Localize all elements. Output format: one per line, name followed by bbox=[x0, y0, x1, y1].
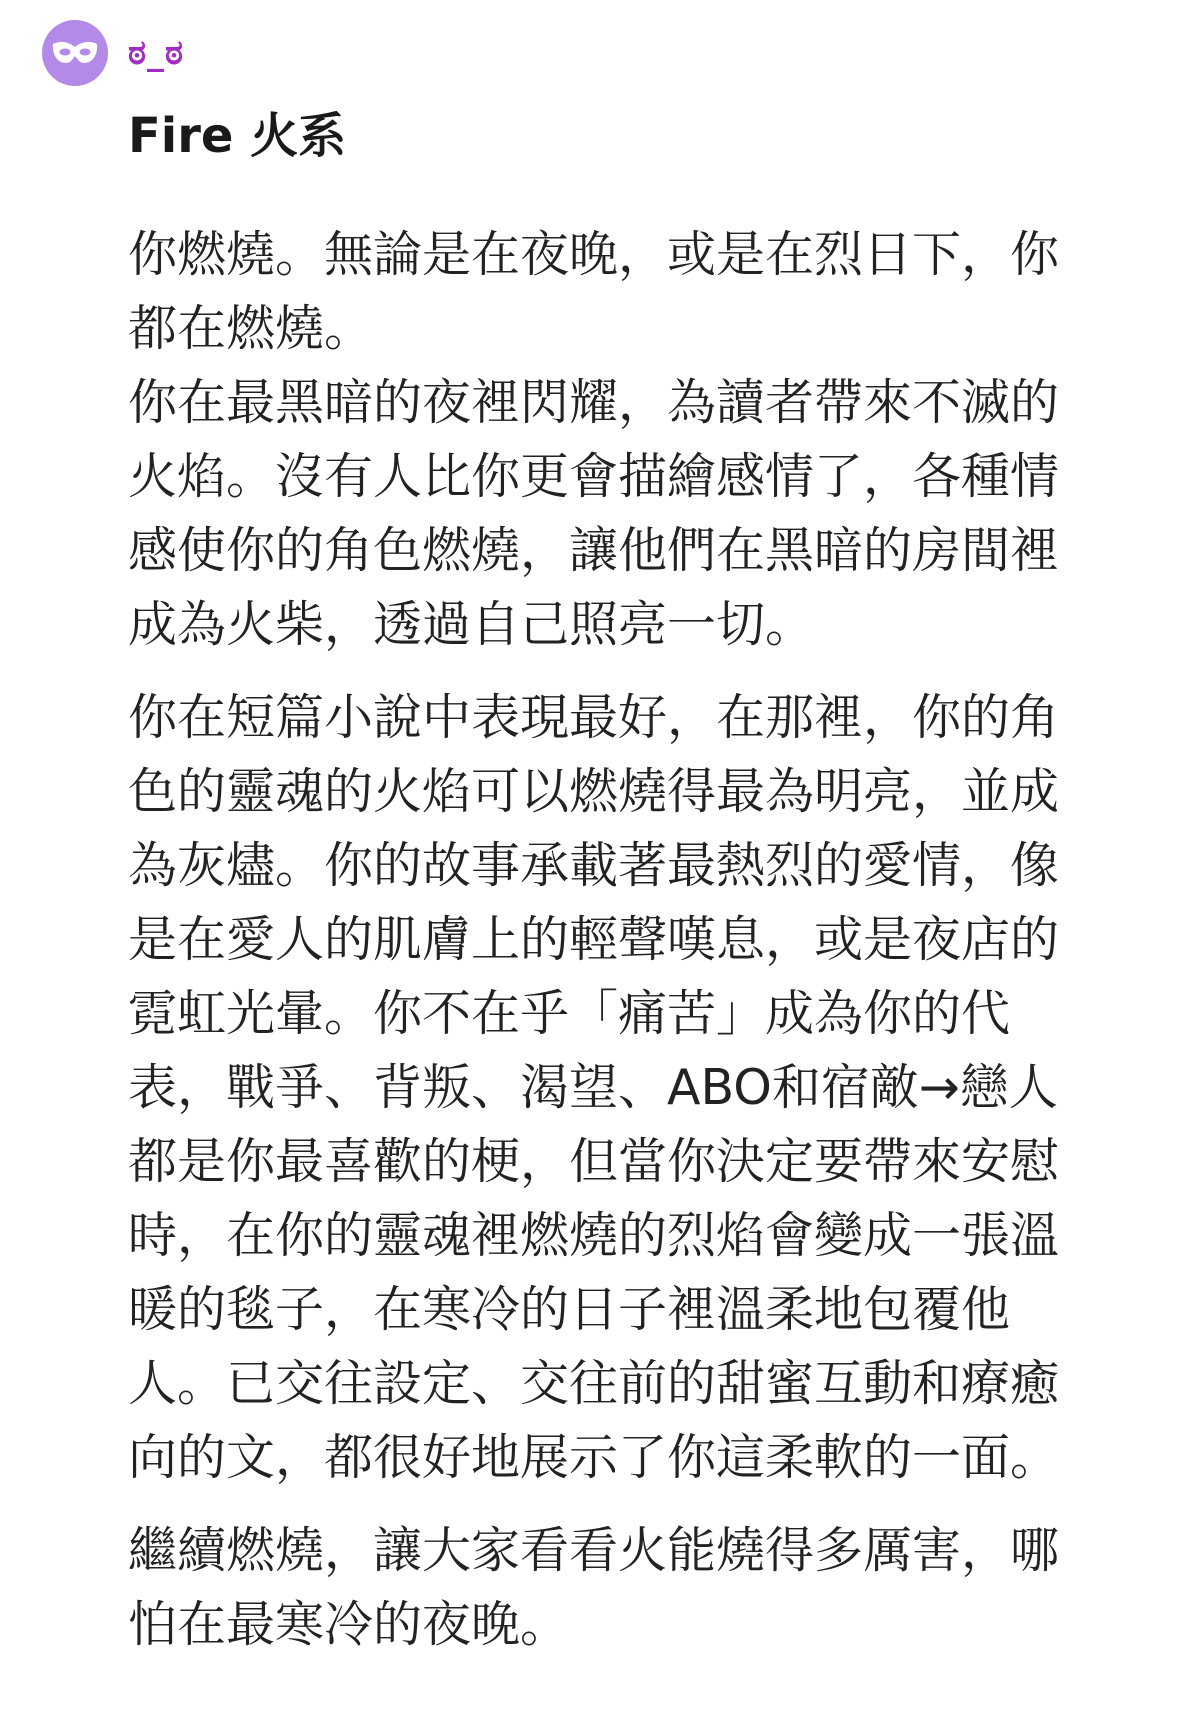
paragraph-1: 你燃燒。無論是在夜晚，或是在烈日下，你 都在燃燒。 你在最黑暗的夜裡閃耀，為讀者帶來不滅的 火焰。沒有人比你更會描繪感情了，各種情 感使你的角色燃燒，讓他們在黑暗的房間裡 成為火柴，透過自己照亮一切。 bbox=[128, 226, 1060, 653]
username[interactable]: ಠ_ಠ bbox=[128, 33, 184, 73]
avatar[interactable] bbox=[42, 20, 108, 86]
post-body bbox=[128, 218, 1118, 1681]
post-title: Fire 火系 bbox=[128, 108, 347, 164]
author-row bbox=[42, 20, 184, 86]
mask-icon bbox=[51, 40, 99, 66]
paragraph-3: 繼續燃燒，讓大家看看火能燒得多厲害，哪 怕在最寒冷的夜晚。 bbox=[128, 1522, 1060, 1653]
paragraph-2: 你在短篇小說中表現最好，在那裡，你的角 色的靈魂的火焰可以燃燒得最為明亮，並成 為灰燼。你的故事承載著最熱烈的愛情，像 是在愛人的肌膚上的輕聲嘆息，或是夜店的 霓虹光暈。你不在乎「痛苦」成為你的代 表，戰爭、背叛、渴望、ABO和宿敵→戀人 都是你最喜歡的梗，但當你決定要帶來安慰 時，在你的靈魂裡燃燒的烈焰會變成一張溫 暖的毯子，在寒冷的日子裡溫柔地包覆他 人。已交往設定、交往前的甜蜜互動和療癒 向的文，都很好地展示了你這柔軟的一面。 bbox=[128, 689, 1060, 1486]
